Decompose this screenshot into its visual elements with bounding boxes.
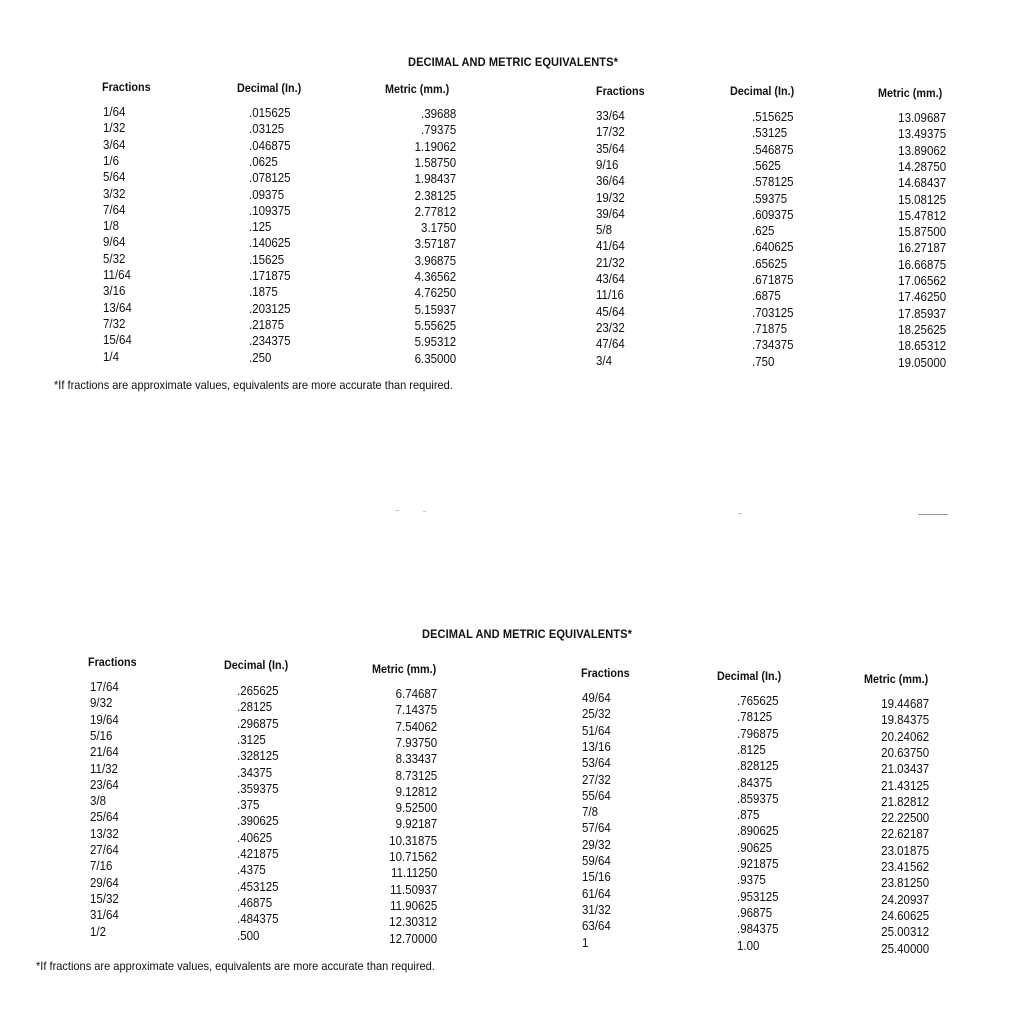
table-cell: 55/64: [582, 788, 611, 803]
table-cell: 5.95312: [414, 335, 456, 350]
table-cell: 18.65312: [898, 339, 946, 354]
table-cell: .359375: [237, 781, 279, 796]
table-cell: 5/16: [90, 728, 113, 743]
table-cell: 39/64: [596, 206, 625, 221]
table-cell: 15/32: [90, 891, 119, 906]
table-cell: .234375: [249, 334, 291, 349]
table-cell: 47/64: [596, 337, 625, 352]
table-cell: 23.01875: [881, 843, 929, 858]
metric-header: Metric (mm.): [864, 672, 929, 686]
table-cell: 18.25625: [898, 322, 946, 337]
table-cell: 3/32: [103, 186, 126, 201]
table-cell: 12.30312: [389, 915, 437, 930]
table-cell: 19.05000: [898, 355, 946, 370]
table-cell: .65625: [752, 256, 788, 271]
table-cell: .921875: [737, 857, 779, 871]
table-cell: .984375: [737, 922, 779, 937]
table-cell: 11.90625: [389, 898, 437, 913]
footnote: *If fractions are approximate values, equivalents are more accurate than required.: [54, 378, 453, 392]
table-cell: .78125: [737, 710, 773, 725]
table-cell: .59375: [752, 191, 788, 206]
table-cell: 16.66875: [898, 257, 946, 272]
table-cell: 9/16: [596, 157, 619, 172]
table-cell: .03125: [249, 122, 285, 137]
table-cell: .750: [752, 354, 775, 369]
table-cell: 15/16: [582, 870, 611, 885]
table-cell: 3.1750: [420, 221, 456, 236]
table-cell: 19.84375: [881, 713, 929, 728]
table-cell: 13.09687: [898, 111, 946, 125]
table-cell: 1/64: [103, 105, 126, 119]
table-cell: 19/64: [90, 712, 119, 727]
table-cell: .515625: [752, 110, 794, 124]
table-cell: 27/32: [582, 772, 611, 787]
table-cell: 13.49375: [898, 127, 946, 142]
table-cell: 20.24062: [881, 729, 929, 744]
table-cell: 36/64: [596, 174, 625, 189]
table-cell: 13.89062: [898, 143, 946, 158]
table-cell: 3.57187: [414, 237, 456, 252]
table-cell: 5/64: [103, 170, 126, 185]
table-cell: 53/64: [582, 756, 611, 771]
table-cell: 45/64: [596, 304, 625, 319]
metric-header: Metric (mm.): [385, 82, 450, 96]
table-cell: .34375: [237, 765, 273, 780]
table-cell: 7/32: [103, 316, 126, 331]
table-cell: .250: [249, 350, 272, 365]
table-cell: 13/64: [103, 300, 132, 315]
decimal-header: Decimal (In.): [237, 81, 302, 95]
table-cell: .890625: [737, 824, 779, 839]
table-cell: 31/32: [582, 902, 611, 917]
table-title: DECIMAL AND METRIC EQUIVALENTS*: [408, 55, 618, 69]
table-cell: 1.98437: [414, 172, 456, 187]
table-cell: 15.87500: [898, 225, 946, 240]
table-cell: 25.40000: [881, 941, 929, 956]
table-cell: .0625: [249, 154, 278, 169]
table-cell: .296875: [237, 716, 279, 731]
table-cell: 15/64: [103, 333, 132, 348]
table-cell: .125: [249, 220, 272, 235]
table-cell: 17.06562: [898, 274, 946, 288]
table-cell: 21.43125: [881, 778, 929, 793]
table-cell: 1: [582, 935, 589, 950]
table-cell: 15.08125: [898, 192, 946, 207]
table-cell: 63/64: [582, 919, 611, 934]
table-cell: 9.92187: [395, 817, 437, 832]
table-cell: .796875: [737, 726, 779, 741]
table-cell: .046875: [249, 138, 291, 153]
table-cell: 3/64: [103, 137, 126, 152]
table-cell: 9/64: [103, 235, 126, 250]
table-cell: 25.00312: [881, 925, 929, 940]
table-cell: 5.15937: [414, 302, 456, 317]
table-cell: .203125: [249, 301, 291, 316]
metric-header: Metric (mm.): [878, 86, 943, 100]
table-cell: .015625: [249, 106, 291, 120]
table-cell: 21.82812: [881, 794, 929, 809]
table-cell: 2.77812: [414, 204, 456, 219]
table-cell: 21/64: [90, 745, 119, 760]
table-cell: 35/64: [596, 141, 625, 156]
table-cell: 7/16: [90, 859, 113, 874]
table-cell: 43/64: [596, 272, 625, 286]
table-cell: 61/64: [582, 886, 611, 901]
table-cell: 6.35000: [414, 351, 456, 366]
decimal-header: Decimal (In.): [224, 658, 289, 672]
fractions-header: Fractions: [596, 84, 645, 98]
table-cell: 1.19062: [414, 139, 456, 154]
table-cell: 1.58750: [414, 155, 456, 170]
table-cell: 21/32: [596, 255, 625, 270]
table-cell: 3/16: [103, 284, 126, 299]
table-cell: .375: [237, 798, 260, 813]
table-cell: 17/64: [90, 680, 119, 694]
table-cell: 10.71562: [389, 850, 437, 864]
table-cell: 1/4: [103, 349, 119, 364]
table-cell: 14.68437: [898, 176, 946, 191]
fractions-header: Fractions: [88, 655, 137, 669]
table-cell: 1.00: [737, 938, 760, 953]
table-cell: 41/64: [596, 239, 625, 254]
table-cell: .79375: [420, 123, 456, 138]
table-cell: 11.11250: [390, 866, 437, 881]
table-cell: 3/8: [90, 794, 106, 809]
table-cell: .1875: [249, 285, 278, 300]
metric-header: Metric (mm.): [372, 662, 437, 676]
table-cell: 7/8: [582, 805, 598, 820]
table-cell: 25/32: [582, 707, 611, 722]
table-cell: 1/32: [103, 121, 126, 136]
table-cell: 24.60625: [881, 908, 929, 923]
table-cell: .453125: [237, 879, 279, 894]
table-cell: 6.74687: [395, 687, 437, 701]
table-cell: 1/8: [103, 219, 119, 234]
table-cell: 24.20937: [881, 892, 929, 907]
table-cell: .578125: [752, 175, 794, 190]
table-cell: 4.76250: [414, 286, 456, 301]
table-cell: .09375: [249, 187, 285, 202]
table-cell: 11/16: [596, 288, 624, 303]
table-cell: .421875: [237, 847, 279, 861]
table-cell: 23/32: [596, 320, 625, 335]
table-cell: .40625: [237, 830, 273, 845]
table-cell: 12.70000: [389, 931, 437, 946]
table-cell: 9/32: [90, 696, 113, 711]
table-cell: 11.50937: [389, 882, 437, 897]
table-cell: .15625: [249, 252, 285, 267]
table-cell: 9.52500: [395, 801, 437, 816]
table-cell: 13/32: [90, 826, 119, 841]
table-cell: 5/32: [103, 251, 126, 266]
table-cell: 57/64: [582, 821, 611, 836]
table-cell: 19/32: [596, 190, 625, 205]
table-cell: .625: [752, 224, 775, 239]
table-cell: 14.28750: [898, 159, 946, 174]
table-cell: .859375: [737, 791, 779, 806]
table-cell: 16.27187: [898, 241, 946, 256]
footnote: *If fractions are approximate values, equivalents are more accurate than required.: [36, 959, 435, 973]
table-cell: .140625: [249, 236, 291, 251]
table-cell: .84375: [737, 775, 773, 790]
table-cell: 5.55625: [414, 318, 456, 333]
table-cell: .109375: [249, 203, 291, 218]
table-cell: 31/64: [90, 908, 119, 923]
table-cell: .6875: [752, 289, 781, 304]
table-cell: 29/32: [582, 837, 611, 852]
table-cell: 17.46250: [898, 290, 946, 305]
table-cell: 3/4: [596, 353, 612, 368]
table-cell: .21875: [249, 317, 285, 332]
table-cell: 20.63750: [881, 745, 929, 760]
table-cell: 59/64: [582, 854, 611, 868]
table-cell: 21.03437: [881, 762, 929, 777]
table-cell: .828125: [737, 759, 779, 774]
table-cell: 8.33437: [395, 752, 437, 767]
table-cell: .390625: [237, 814, 279, 829]
table-cell: .546875: [752, 142, 794, 157]
table-cell: .39688: [420, 107, 456, 121]
table-cell: 25/64: [90, 810, 119, 825]
table-cell: .5625: [752, 158, 781, 173]
table-cell: 51/64: [582, 723, 611, 738]
table-cell: .53125: [752, 126, 788, 141]
table-cell: 11/64: [103, 268, 131, 282]
table-cell: 22.62187: [881, 827, 929, 842]
table-cell: 33/64: [596, 109, 625, 123]
table-cell: .953125: [737, 889, 779, 904]
table-cell: 9.12812: [395, 784, 437, 799]
table-cell: 5/8: [596, 223, 612, 238]
table-cell: .328125: [237, 749, 279, 764]
table-cell: .9375: [737, 873, 766, 888]
table-cell: 17/32: [596, 125, 625, 140]
table-cell: .265625: [237, 684, 279, 698]
table-cell: 1/2: [90, 924, 106, 939]
table-cell: 23.81250: [881, 876, 929, 891]
table-cell: 3.96875: [414, 253, 456, 268]
table-cell: .8125: [737, 742, 766, 757]
table-cell: 23.41562: [881, 860, 929, 874]
table-cell: 13/16: [582, 739, 611, 754]
table-cell: 8.73125: [395, 768, 437, 783]
table-cell: .500: [237, 928, 260, 943]
decimal-header: Decimal (In.): [717, 669, 782, 683]
table-cell: .078125: [249, 171, 291, 186]
table-cell: 15.47812: [898, 208, 946, 223]
fractions-header: Fractions: [581, 666, 630, 680]
fractions-header: Fractions: [102, 80, 151, 94]
table-cell: 11/32: [90, 761, 118, 776]
table-cell: .671875: [752, 273, 794, 287]
table-cell: .71875: [752, 321, 788, 336]
table-cell: 1/6: [103, 153, 119, 168]
table-cell: 49/64: [582, 691, 611, 705]
table-cell: .640625: [752, 240, 794, 255]
table-cell: 22.22500: [881, 811, 929, 826]
table-cell: .703125: [752, 305, 794, 320]
table-cell: .4375: [237, 863, 266, 878]
table-cell: 29/64: [90, 875, 119, 890]
table-cell: 7.93750: [395, 735, 437, 750]
table-cell: 27/64: [90, 843, 119, 857]
table-cell: .3125: [237, 732, 266, 747]
table-cell: .171875: [249, 269, 291, 283]
table-cell: .484375: [237, 912, 279, 927]
table-cell: 7.54062: [395, 719, 437, 734]
table-cell: .90625: [737, 840, 773, 855]
table-cell: .96875: [737, 905, 773, 920]
table-cell: .734375: [752, 338, 794, 353]
table-cell: 7.14375: [395, 703, 437, 718]
table-cell: 7/64: [103, 202, 126, 217]
table-cell: .28125: [237, 700, 273, 715]
table-cell: 10.31875: [389, 833, 437, 848]
table-cell: 17.85937: [898, 306, 946, 321]
table-cell: 19.44687: [881, 697, 929, 711]
table-cell: .46875: [237, 895, 273, 910]
table-cell: .609375: [752, 207, 794, 222]
table-cell: .875: [737, 808, 760, 823]
table-cell: .765625: [737, 694, 779, 708]
table-cell: 23/64: [90, 777, 119, 792]
table-cell: 2.38125: [414, 188, 456, 203]
decimal-header: Decimal (In.): [730, 84, 795, 98]
table-cell: 4.36562: [414, 270, 456, 284]
table-title: DECIMAL AND METRIC EQUIVALENTS*: [422, 627, 632, 641]
